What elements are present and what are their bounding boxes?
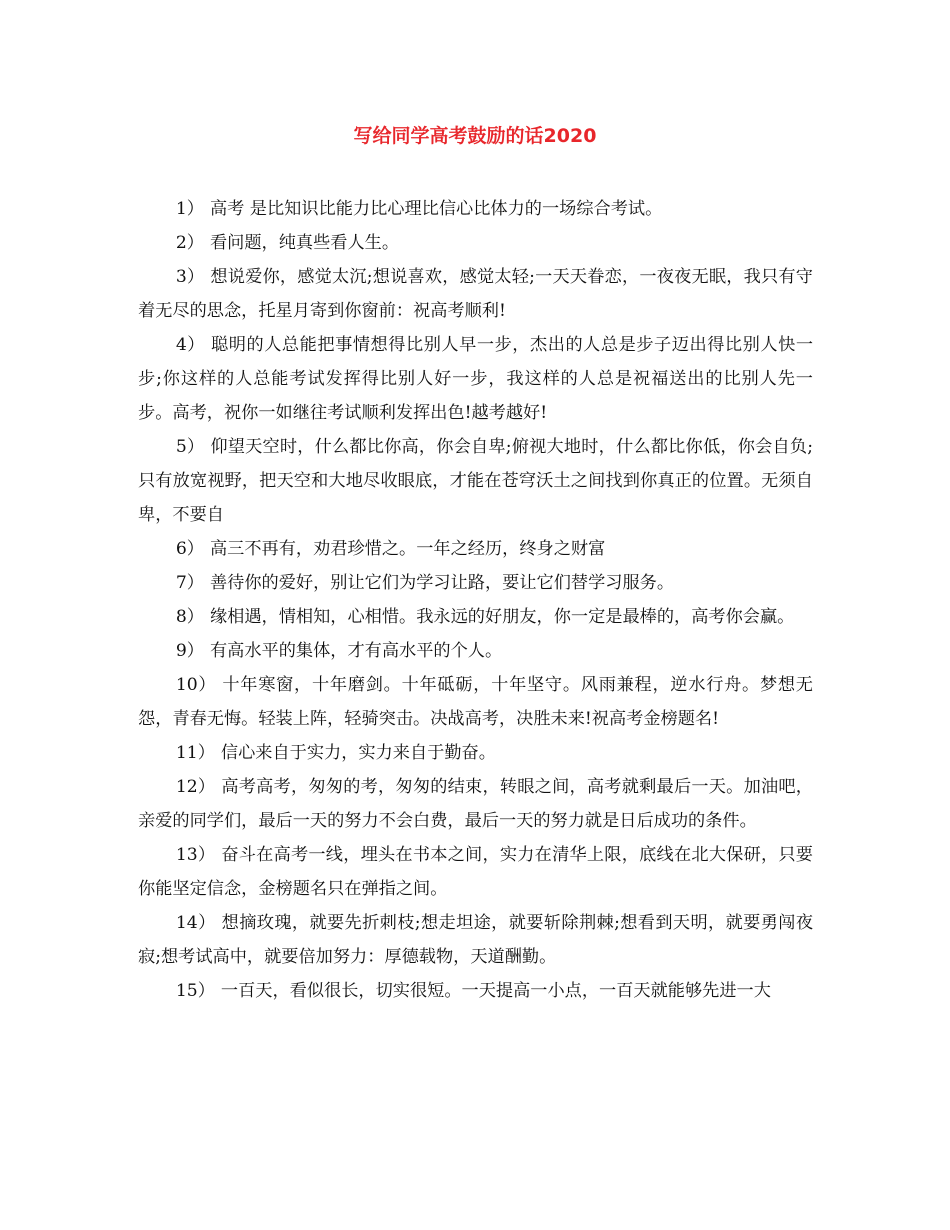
paragraph-number: 13） bbox=[175, 845, 216, 865]
paragraph-1 bbox=[138, 192, 813, 226]
paragraph-3 bbox=[138, 260, 813, 328]
paragraph-text: 高考 是比知识比能力比心理比信心比体力的一场综合考试。 bbox=[209, 199, 663, 219]
paragraph-7 bbox=[138, 566, 813, 600]
paragraph-number: 5） bbox=[175, 437, 205, 457]
paragraph-4 bbox=[138, 328, 813, 430]
document-title: 写给同学高考鼓励的话2020 bbox=[353, 125, 597, 147]
paragraph-text: 高三不再有，劝君珍惜之。一年之经历，终身之财富 bbox=[209, 539, 606, 559]
paragraph-12 bbox=[138, 770, 813, 838]
paragraph-text: 缘相遇，情相知，心相惜。我永远的好朋友，你一定是最棒的，高考你会赢。 bbox=[209, 607, 795, 627]
paragraph-number: 1） bbox=[175, 199, 204, 219]
paragraph-text: 十年寒窗，十年磨剑。十年砥砺，十年坚守。风雨兼程，逆水行舟。梦想无怨，青春无悔。轻装上阵，轻骑突击。决战高考，决胜未来!祝高考金榜题名! bbox=[138, 675, 813, 729]
paragraph-number: 9） bbox=[175, 641, 204, 661]
paragraph-text: 看问题，纯真些看人生。 bbox=[209, 233, 400, 253]
paragraph-8 bbox=[138, 600, 813, 634]
paragraph-9 bbox=[138, 634, 813, 668]
paragraph-text: 奋斗在高考一线，埋头在书本之间，实力在清华上限，底线在北大保研，只要你能坚定信念，金榜题名只在弹指之间。 bbox=[138, 845, 813, 899]
paragraph-15 bbox=[138, 974, 813, 1008]
paragraph-11 bbox=[138, 736, 813, 770]
paragraph-number: 11） bbox=[175, 743, 215, 763]
paragraph-6 bbox=[138, 532, 813, 566]
paragraph-number: 10） bbox=[175, 675, 217, 695]
paragraph-14 bbox=[138, 906, 813, 974]
paragraph-2 bbox=[138, 226, 813, 260]
paragraph-text: 聪明的人总能把事情想得比别人早一步，杰出的人总是步子迈出得比别人快一步;你这样的人总能考试发挥得比别人好一步，我这样的人总是祝福送出的比别人先一步。高考，祝你一如继往考试顺利发挥出色!越考越好! bbox=[138, 335, 814, 423]
paragraph-number: 4） bbox=[175, 335, 206, 355]
paragraph-text: 善待你的爱好，别让它们为学习让路，要让它们替学习服务。 bbox=[209, 573, 675, 593]
paragraph-5 bbox=[138, 430, 813, 532]
paragraph-text: 仰望天空时，什么都比你高，你会自卑;俯视大地时，什么都比你低，你会自负;只有放宽视野，把天空和大地尽收眼底，才能在苍穹沃土之间找到你真正的位置。无须自卑，不要自 bbox=[138, 437, 813, 525]
paragraph-number: 8） bbox=[175, 607, 204, 627]
paragraph-text: 有高水平的集体，才有高水平的个人。 bbox=[209, 641, 503, 661]
paragraph-number: 14） bbox=[175, 913, 216, 933]
paragraph-text: 一百天，看似很长，切实很短。一天提高一小点，一百天就能够先进一大 bbox=[220, 981, 771, 1001]
paragraph-number: 3） bbox=[175, 267, 205, 287]
paragraph-text: 信心来自于实力，实力来自于勤奋。 bbox=[220, 743, 496, 763]
paragraph-number: 12） bbox=[175, 777, 216, 797]
paragraph-10 bbox=[138, 668, 813, 736]
paragraph-text: 高考高考，匆匆的考，匆匆的结束，转眼之间，高考就剩最后一天。加油吧，亲爱的同学们，最后一天的努力不会白费，最后一天的努力就是日后成功的条件。 bbox=[138, 777, 813, 831]
paragraph-number: 6） bbox=[175, 539, 204, 559]
paragraph-number: 15） bbox=[175, 981, 215, 1001]
paragraph-number: 7） bbox=[175, 573, 204, 593]
paragraph-number: 2） bbox=[175, 233, 204, 253]
paragraph-text: 想说爱你，感觉太沉;想说喜欢，感觉太轻;一天天眷恋，一夜夜无眠，我只有守着无尽的思念，托星月寄到你窗前：祝高考顺利! bbox=[138, 267, 813, 321]
document-body bbox=[138, 192, 813, 1008]
paragraph-text: 想摘玫瑰，就要先折刺枝;想走坦途，就要斩除荆棘;想看到天明，就要勇闯夜寂;想考试高中，就要倍加努力：厚德载物，天道酬勤。 bbox=[138, 913, 814, 967]
paragraph-13 bbox=[138, 838, 813, 906]
